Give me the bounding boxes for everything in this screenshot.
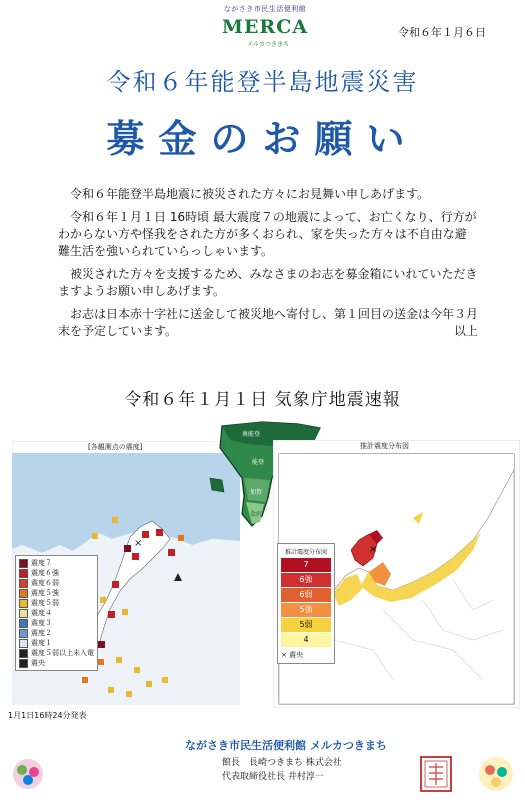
intensity-legend <box>15 555 98 671</box>
legend-item <box>19 598 94 608</box>
legend-label: 震度３ <box>31 619 52 627</box>
paragraph-2: 令和６年１月１日 16時頃 最大震度７の地震によって、お亡くなり、行方がわからない方や怪我をされた方が多くおられ、家を失った方々は不自由な避難生活を強いられていらっしゃいます。 <box>58 210 477 258</box>
section-title: 令和６年１月１日 気象庁地震速報 <box>124 390 401 410</box>
footer-line2: 代表取締役社長 井村淳一 <box>222 772 324 782</box>
legend-label: 震度７ <box>31 559 52 567</box>
inset-label-okunoto: 奥能登 <box>242 431 261 438</box>
legend-item: 7 <box>281 558 331 572</box>
legend-label: 震度６強 <box>31 569 59 577</box>
legend-label: 震度５弱 <box>31 599 59 607</box>
mascot-right-icon <box>474 752 518 794</box>
legend-item <box>19 658 94 668</box>
body-text <box>58 186 478 346</box>
epicenter-text: 震央 <box>289 651 304 659</box>
inset-label-kanazawa: 金沢 <box>250 511 263 518</box>
legend-label: 震度１ <box>31 639 52 647</box>
inset-label-noto: 能登 <box>252 459 265 466</box>
map-date: 1月1日16時24分発表 <box>8 711 87 720</box>
legend-item: 6強 <box>281 573 331 587</box>
paragraph-4 <box>58 306 478 340</box>
legend-swatch <box>19 569 28 578</box>
legend-item: 5弱 <box>281 618 331 632</box>
legend-item <box>19 628 94 638</box>
legend-label: 震度６弱 <box>31 579 59 587</box>
legend-swatch <box>19 579 28 588</box>
date: 令和６年１月６日 <box>398 26 486 39</box>
closing: 以上 <box>453 324 478 338</box>
legend-swatch <box>19 609 28 618</box>
paragraph-1: 令和６年能登半島地震に被災された方々にお見舞い申しあげます。 <box>70 187 430 201</box>
legend-item <box>19 558 94 568</box>
legend-item <box>19 578 94 588</box>
map-right-caption: 推計震度分布図 <box>360 442 409 450</box>
estimated-intensity-legend <box>277 543 335 664</box>
epicenter-label <box>281 650 331 660</box>
company-seal <box>419 755 453 793</box>
legend-item <box>19 608 94 618</box>
mascot-left-icon <box>8 752 48 792</box>
logo-kana: メルカつきまち <box>246 41 289 48</box>
legend-swatch <box>19 659 28 668</box>
legend-item <box>19 568 94 578</box>
footer-name: ながさき市民生活便利館 メルカつきまち <box>185 739 387 752</box>
legend-swatch <box>19 649 28 658</box>
title-line1: 令和６年能登半島地震災害 <box>106 68 419 96</box>
legend-label: 震度５強 <box>31 589 59 597</box>
legend-item: 5強 <box>281 603 331 617</box>
logo-subtitle: ながさき市民生活便利館 <box>223 5 307 13</box>
logo: MERCA <box>221 16 309 38</box>
legend-item: 4 <box>281 633 331 647</box>
title-line2: 募金のお願い <box>106 117 419 161</box>
paragraph-4-text: お志は日本赤十字社に送金して被災地へ寄付し、第１回目の送金は今年３月末を予定しています。 <box>58 307 479 338</box>
inset-label-kaga: 加賀 <box>250 489 263 496</box>
legend-swatch <box>19 629 28 638</box>
legend-swatch <box>19 559 28 568</box>
legend-label: 震度５弱以上未入電 <box>31 649 94 657</box>
map-left-caption: [各観測点の震度] <box>88 443 143 451</box>
legend-item <box>19 618 94 628</box>
legend-title: 推計震度分布図 <box>284 549 327 556</box>
legend-item <box>19 638 94 648</box>
epicenter-icon: × <box>281 651 290 659</box>
legend-item: 6弱 <box>281 588 331 602</box>
legend-label: 震度２ <box>31 629 52 637</box>
paragraph-3: 被災された方々を支援するため、みなさまのお志を募金箱にいれていただきますようお願い申しあげます。 <box>58 267 478 298</box>
legend-swatch <box>19 619 28 628</box>
legend-swatch <box>19 639 28 648</box>
svg-text:×: × <box>369 544 378 555</box>
legend-item <box>19 588 94 598</box>
svg-text:×: × <box>134 538 143 549</box>
legend-item <box>19 648 94 658</box>
legend-label: 震度４ <box>31 609 52 617</box>
legend-swatch <box>19 599 28 608</box>
legend-swatch <box>19 589 28 598</box>
footer-line1: 館長 長崎つきまち 株式会社 <box>222 758 342 768</box>
legend-label: 震央 <box>31 659 45 667</box>
